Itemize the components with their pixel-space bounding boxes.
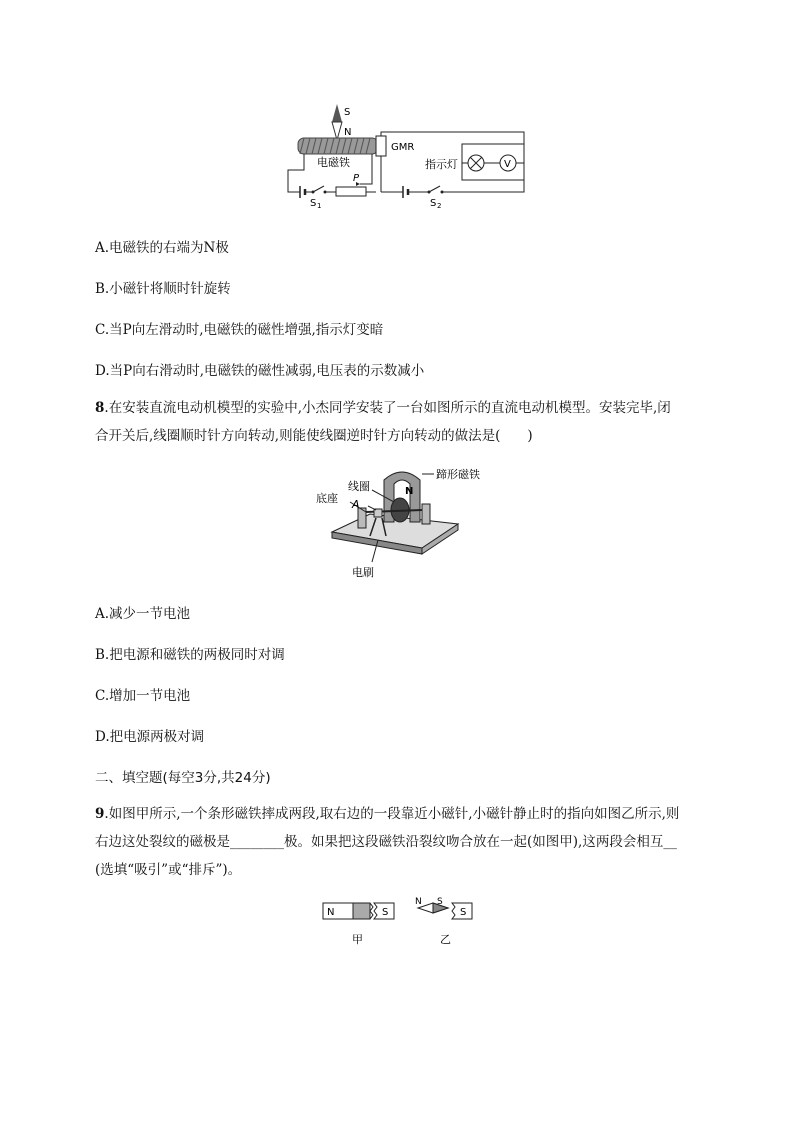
caption-yi: 乙 <box>440 933 451 946</box>
q8-option-d: D.把电源两极对调 <box>95 729 205 745</box>
commutator <box>374 509 382 517</box>
circuit-figure <box>280 100 530 210</box>
voltmeter-label: V <box>504 159 511 170</box>
rheostat <box>336 187 366 196</box>
s2-sub: 2 <box>437 202 442 210</box>
magnet-label: 蹄形磁铁 <box>436 468 480 481</box>
jia-n-label: N <box>327 907 335 918</box>
s1-label: S <box>310 198 317 209</box>
compass-n-label: N <box>344 127 352 138</box>
compass-needle-n <box>332 122 342 140</box>
q9-stem <box>95 800 705 884</box>
q9-number: 9 <box>95 806 105 822</box>
q7-option-c: C.当P向左滑动时,电磁铁的磁性增强,指示灯变暗 <box>95 322 384 338</box>
electromagnet-label: 电磁铁 <box>317 156 350 169</box>
q8-stem <box>95 394 705 450</box>
commutator-a-label: A <box>352 498 360 511</box>
yi-s-label-magnet: S <box>460 907 467 918</box>
left-wire <box>288 154 304 192</box>
q9-line2: 右边这处裂纹的磁极是________极。如果把这段磁铁沿裂纹吻合放在一起(如图甲),这两段会相互__ <box>95 834 677 850</box>
q7-option-b: B.小磁针将顺时针旋转 <box>95 281 231 297</box>
motor-figure <box>310 462 490 582</box>
gmr-label: GMR <box>391 142 415 153</box>
brush-label: 电刷 <box>352 566 374 579</box>
q9-line1: .如图甲所示,一个条形磁铁摔成两段,取右边的一段靠近小磁针,小磁针静止时的指向如图乙所示,则 <box>104 806 680 822</box>
coil-label: 线圈 <box>348 480 370 493</box>
q8-stem-line2: 合开关后,线圈顺时针方向转动,则能使线圈逆时针方向转动的做法是( ) <box>95 428 533 444</box>
compass-s-label: S <box>344 107 351 118</box>
switch-s1 <box>313 186 324 192</box>
q8-number: 8 <box>95 400 105 416</box>
yi-n-label: N <box>415 897 422 907</box>
q9-line3: (选填“吸引”或“排斥”)。 <box>95 862 242 878</box>
caption-jia: 甲 <box>352 933 363 946</box>
q7-option-d: D.当P向右滑动时,电磁铁的磁性减弱,电压表的示数减小 <box>95 363 425 379</box>
yi-s-label-needle: S <box>437 897 443 907</box>
magnet-figure <box>318 895 478 950</box>
q7-option-a: A.电磁铁的右端为N极 <box>95 240 229 256</box>
q8-option-c: C.增加一节电池 <box>95 688 191 704</box>
s1-sub: 1 <box>317 202 322 210</box>
q8-option-a: A.减少一节电池 <box>95 606 191 622</box>
s2-label: S <box>430 198 437 209</box>
compass-needle-s <box>332 104 342 122</box>
lamp-label: 指示灯 <box>425 158 458 171</box>
slider-p-label: P <box>353 173 360 184</box>
q8-option-b: B.把电源和磁铁的两极同时对调 <box>95 647 285 663</box>
magnet-n-label: N <box>405 486 414 497</box>
jia-s-label: S <box>382 907 389 918</box>
q8-stem-line1: .在安装直流电动机模型的实验中,小杰同学安装了一台如图所示的直流电动机模型。安装完毕,闭 <box>104 400 671 416</box>
section-title-fill-in: 二、填空题(每空3分,共24分) <box>95 770 271 786</box>
switch-s2 <box>429 186 440 192</box>
gmr-resistor <box>376 136 386 156</box>
base-label: 底座 <box>316 492 338 505</box>
